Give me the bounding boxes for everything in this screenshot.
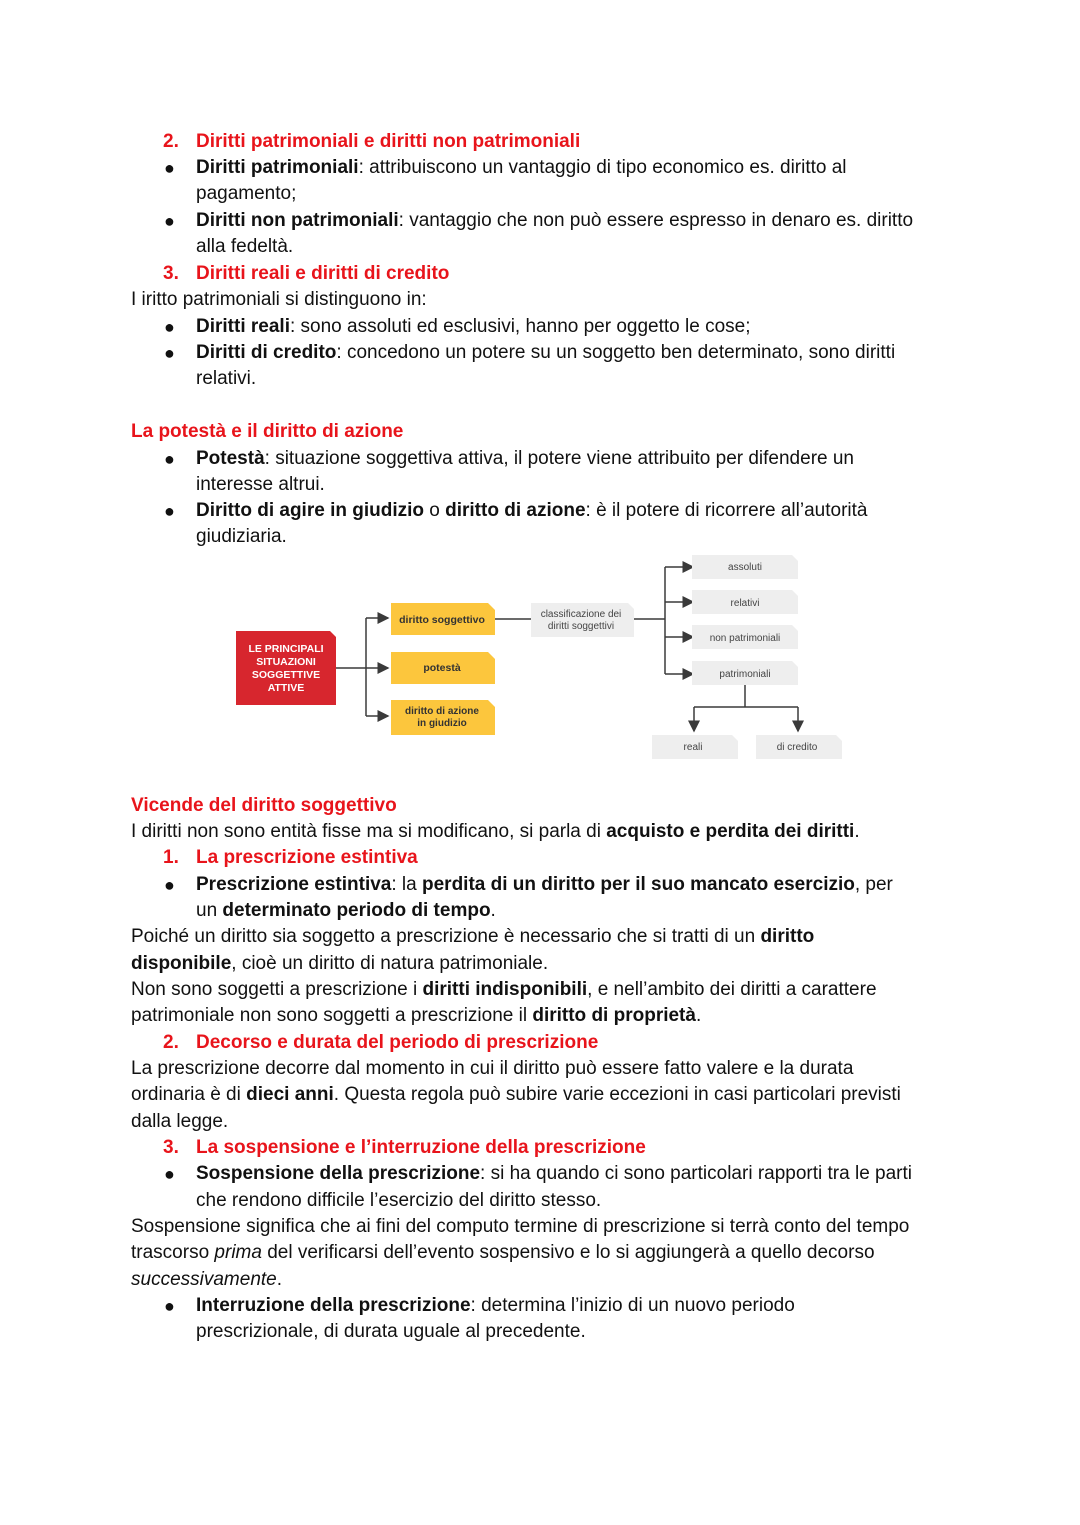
bold-term: Diritti non patrimoniali	[196, 210, 399, 231]
bullet-icon: ●	[164, 211, 175, 231]
text: , e nell’ambito dei diritti a carattere	[587, 979, 877, 1000]
paragraph-line: dalla legge.	[131, 1111, 229, 1132]
paragraph-line: La prescrizione decorre dal momento in cui il diritto può essere fatto valere e la durata	[131, 1058, 854, 1079]
paragraph-line	[196, 898, 496, 924]
bold-term: acquisto e perdita dei diritti	[606, 821, 855, 842]
box-label: relativi	[730, 598, 760, 609]
section-heading: La potestà e il diritto di azione	[131, 421, 404, 442]
box-label: patrimoniali	[719, 669, 771, 680]
bold-term: diritto di azione	[445, 500, 586, 521]
paragraph-line	[196, 1161, 912, 1187]
text: I diritti non sono entità fisse ma si modificano, si parla di	[131, 821, 607, 842]
bold-term: Sospensione della prescrizione	[196, 1163, 481, 1184]
bold-term: Diritti reali	[196, 316, 290, 337]
box-label: assoluti	[728, 562, 762, 573]
bold-term: dieci anni	[246, 1084, 334, 1105]
paragraph-line: pagamento;	[196, 183, 297, 204]
text: : si ha quando ci sono particolari rapporti tra le parti	[480, 1163, 912, 1184]
bold-term: Potestà	[196, 448, 265, 469]
subheading: Decorso e durata del periodo di prescrizione	[196, 1032, 599, 1053]
text: .	[276, 1269, 283, 1290]
box-label: in giudizio	[417, 718, 467, 729]
root-label: SITUAZIONI	[256, 656, 316, 668]
section-heading: Vicende del diritto soggettivo	[131, 795, 397, 816]
paragraph-line: giudiziaria.	[196, 526, 287, 547]
subheading: Diritti reali e diritti di credito	[196, 263, 450, 284]
paragraph-line	[131, 977, 877, 1003]
bold-term: diritto di proprietà	[532, 1005, 696, 1026]
bold-term: Diritti patrimoniali	[196, 157, 359, 178]
text: : è il potere di ricorrere all’autorità	[585, 500, 868, 521]
paragraph-line: Sospensione significa che ai fini del computo termine di prescrizione si terrà conto del tempo	[131, 1216, 910, 1237]
text: : situazione soggettiva attiva, il potere viene attribuito per difendere un	[264, 448, 855, 469]
list-number: 3.	[163, 263, 179, 284]
text: Poiché un diritto sia soggetto a prescrizione è necessario che si tratti di un	[131, 926, 761, 947]
paragraph-line	[196, 872, 893, 898]
list-number: 2.	[163, 131, 179, 152]
paragraph-line: prescrizionale, di durata uguale al precedente.	[196, 1321, 586, 1342]
paragraph-line	[131, 1003, 701, 1029]
paragraph-line: che rendono difficile l’esercizio del diritto stesso.	[196, 1190, 602, 1211]
bullet-icon: ●	[164, 343, 175, 363]
paragraph-line: alla fedeltà.	[196, 236, 294, 257]
text: : sono assoluti ed esclusivi, hanno per oggetto le cose;	[289, 316, 751, 337]
paragraph-line	[131, 1240, 875, 1266]
box-label: reali	[683, 742, 703, 753]
bullet-icon: ●	[164, 158, 175, 178]
bullet-icon: ●	[164, 1296, 175, 1316]
box-label: non patrimoniali	[709, 633, 781, 644]
text: del verificarsi dell’evento sospensivo e lo si aggiungerà a quello decorso	[261, 1242, 875, 1263]
paragraph-line: I iritto patrimoniali si distinguono in:	[131, 289, 427, 310]
bullet-icon: ●	[164, 449, 175, 469]
root-label: SOGGETTIVE	[251, 669, 321, 681]
text: : concedono un potere su un soggetto ben determinato, sono diritti	[336, 342, 896, 363]
text: Non sono soggetti a prescrizione i	[131, 979, 423, 1000]
list-number: 1.	[163, 847, 179, 868]
paragraph-line: relativi.	[196, 368, 257, 389]
box-label: diritto soggettivo	[399, 614, 485, 626]
paragraph-line	[131, 1267, 282, 1293]
italic-term: successivamente	[131, 1269, 277, 1290]
text: trascorso	[131, 1242, 215, 1263]
text: , cioè un diritto di natura patrimoniale.	[231, 953, 549, 974]
text: : la	[391, 874, 422, 895]
bullet-icon: ●	[164, 875, 175, 895]
text: patrimoniale non sono soggetti a prescrizione il	[131, 1005, 533, 1026]
text: , per	[854, 874, 893, 895]
root-label: LE PRINCIPALI	[248, 643, 324, 655]
paragraph-line	[131, 819, 860, 845]
paragraph-line	[131, 1082, 901, 1108]
text: o	[424, 500, 446, 521]
bullet-icon: ●	[164, 501, 175, 521]
bold-term: disponibile	[131, 953, 232, 974]
paragraph-line: interesse altrui.	[196, 474, 325, 495]
bold-term: Diritto di agire in giudizio	[196, 500, 424, 521]
text: : vantaggio che non può essere espresso in denaro es. diritto	[398, 210, 914, 231]
bold-term: Diritti di credito	[196, 342, 337, 363]
box-label: classificazione dei	[540, 609, 622, 620]
bold-term: diritti indisponibili	[422, 979, 588, 1000]
bullet-icon: ●	[164, 317, 175, 337]
bold-term: diritto	[760, 926, 815, 947]
box-label: diritto di azione	[405, 706, 479, 717]
paragraph-line	[131, 924, 814, 950]
italic-term: prima	[214, 1242, 262, 1263]
text: .	[695, 1005, 702, 1026]
text: .	[490, 900, 496, 921]
paragraph-line	[196, 1293, 795, 1319]
box-label: diritti soggettivi	[547, 621, 615, 632]
bullet-icon: ●	[164, 1164, 175, 1184]
text: : determina l’inizio di un nuovo periodo	[470, 1295, 795, 1316]
bold-term: perdita di un diritto per il suo mancato esercizio	[422, 874, 855, 895]
subheading: La sospensione e l’interruzione della prescrizione	[196, 1137, 646, 1158]
list-number: 3.	[163, 1137, 179, 1158]
text: .	[854, 821, 860, 842]
subheading: Diritti patrimoniali e diritti non patrimoniali	[196, 131, 581, 152]
paragraph-line	[131, 951, 548, 977]
subheading: La prescrizione estintiva	[196, 847, 418, 868]
box-label: potestà	[423, 662, 461, 674]
text: un	[196, 900, 223, 921]
bold-term: Prescrizione estintiva	[196, 874, 392, 895]
box-label: di credito	[776, 742, 818, 753]
bold-term: determinato periodo di tempo	[222, 900, 491, 921]
text: ordinaria è di	[131, 1084, 247, 1105]
list-number: 2.	[163, 1032, 179, 1053]
text: . Questa regola può subire varie eccezioni in casi particolari previsti	[333, 1084, 901, 1105]
text: : attribuiscono un vantaggio di tipo economico es. diritto al	[358, 157, 847, 178]
root-label: ATTIVE	[267, 682, 305, 694]
bold-term: Interruzione della prescrizione	[196, 1295, 471, 1316]
